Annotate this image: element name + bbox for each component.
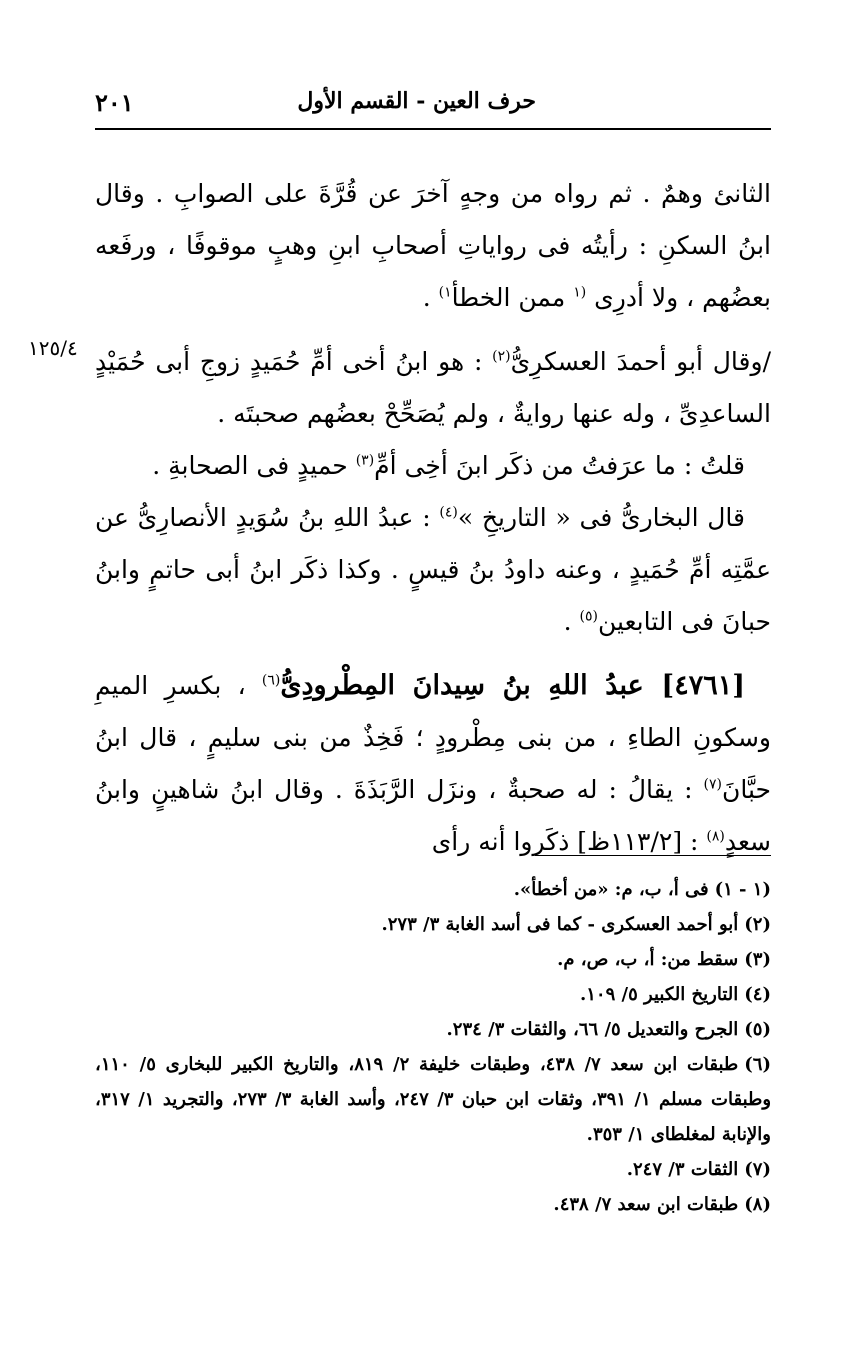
footnote-number: (١ - ١): [714, 879, 771, 900]
paragraph-1-text: الثانئ وهمٌ . ثم رواه من وجهٍ آخرَ عن قُرَّةَ على الصوابِ . وقال ابنُ السكنِ : رأيتُه فى رواياتِ أصحابِ ابنِ وهبٍ موقوفًا ، ورفَعه بعضُهم ، ولا أدرِى: [95, 179, 771, 312]
footnote-ref-5: (٥): [579, 608, 599, 625]
footnote-ref-7: (٧): [703, 776, 723, 793]
footnote: [95, 1187, 771, 1222]
footnotes: [95, 872, 771, 1222]
page-number: ٢٠١: [95, 88, 134, 117]
running-header: [95, 88, 771, 122]
footnote-ref-6: (٦): [261, 672, 281, 689]
paragraph-1-tail: ممن الخطأ: [451, 283, 566, 312]
footnote-ref-8: (٨): [706, 828, 725, 845]
entry-heading: [٤٧٦١] عبدُ اللهِ بنُ سِيدانَ المِطْرودِىُّ: [280, 670, 745, 701]
footnote-ref-1-end: ١): [438, 284, 452, 301]
footnote-ref-1-start: (١: [573, 284, 587, 301]
paragraph-4-text-a: قال البخارىُّ فى « التاريخِ »: [457, 503, 745, 532]
paragraph-2: [95, 336, 771, 440]
footnote-text: التاريخ الكبير ٥/ ١٠٩.: [579, 984, 739, 1005]
paragraph-2-text-a: /وقال أبو أحمدَ العسكرِىُّ: [510, 347, 771, 376]
footnote-number: (٧): [744, 1159, 771, 1180]
footnote-ref-3: (٣): [355, 452, 375, 469]
entry-text-b: : يقالُ : له صحبةٌ ، ونزَل الرَّبَذَةَ . وقال ابنُ شاهينٍ وابنُ سعدٍ: [95, 775, 771, 856]
paragraph-3: [95, 440, 771, 492]
footnote-number: (٢): [744, 914, 771, 935]
footnote-text: طبقات ابن سعد ٧/ ٤٣٨.: [553, 1194, 739, 1215]
footnote-ref-2: (٢): [492, 348, 511, 365]
footnote-number: (٣): [744, 949, 771, 970]
footnote: [95, 1012, 771, 1047]
footnote: [95, 977, 771, 1012]
entry-text-a: ، بكسرِ الميمِ وسكونِ الطاءِ ، من بنى مِطْرودٍ ؛ فَخِذٌ من بنى سليمٍ ، قال ابنُ حبَّانَ: [95, 671, 771, 804]
footnote-text: أبو أحمد العسكرى - كما فى أسد الغابة ٣/ ٢٧٣.: [381, 914, 739, 935]
footnote: [95, 1047, 771, 1152]
header-title: حرف العين - القسم الأول: [297, 88, 536, 114]
paragraph-2-text-b: : هو ابنُ أخى أمِّ حُمَيدٍ زوجِ أبى حُمَيْدٍ الساعدِىِّ ، وله عنها روايةٌ ، ولم يُصَحِّحْ بعضُهم صحبتَه .: [95, 347, 771, 428]
footnote-number: (٤): [744, 984, 771, 1005]
footnote-text: طبقات ابن سعد ٧/ ٤٣٨، وطبقات خليفة ٢/ ٨١٩، والتاريخ الكبير للبخارى ٥/ ١١٠، وطبقات مسلم ١/ ٣٩١، وثقات ابن حبان ٣/ ٢٤٧، وأسد الغابة ٣/ ٢٧٣، والتجريد ١/ ٣١٧، والإنابة لمغلطاى ١/ ٣٥٣.: [95, 1054, 772, 1145]
footnote: [95, 907, 771, 942]
footnote: [95, 872, 771, 907]
entry-text-c: : [١١٣/٢ظ] ذكَروا أنه رأى: [431, 827, 707, 856]
footnote-number: (٦): [744, 1054, 771, 1075]
footnote-text: الثقات ٣/ ٢٤٧.: [626, 1159, 739, 1180]
margin-reference: ١٢٥/٤: [28, 336, 78, 360]
footnote: [95, 942, 771, 977]
paragraph-4-text-b: : عبدُ اللهِ بنُ سُوَيدٍ الأنصارِىُّ عن عمَّتِه أمِّ حُمَيدٍ ، وعنه داودُ بنُ قيسٍ . وكذا ذكَر ابنُ أبى حاتمٍ وابنُ حبانَ فى التابعين: [95, 503, 771, 636]
paragraph-3-text-a: قلتُ : ما عرَفتُ من ذكَر ابنَ أخِى أمِّ: [374, 451, 745, 480]
footnote-text: الجرح والتعديل ٥/ ٦٦، والثقات ٣/ ٢٣٤.: [446, 1019, 739, 1040]
footnote-text: سقط من: أ، ب، ص، م.: [557, 949, 739, 970]
paragraph-1: [95, 168, 771, 324]
paragraph-1-end: .: [422, 283, 439, 312]
main-text: [95, 168, 771, 868]
paragraph-4: [95, 492, 771, 648]
footnote: [95, 1152, 771, 1187]
header-rule: [95, 128, 771, 130]
paragraph-4-end: .: [563, 607, 580, 636]
footnote-ref-4: (٤): [439, 504, 458, 521]
footnote-text: فى أ، ب، م: «من أخطأ».: [513, 879, 709, 900]
entry-4761: [95, 660, 771, 868]
footnote-number: (٨): [744, 1194, 771, 1215]
paragraph-3-text-b: حميدٍ فى الصحابةِ .: [152, 451, 356, 480]
footnote-number: (٥): [744, 1019, 771, 1040]
footnote-separator: [535, 855, 771, 856]
